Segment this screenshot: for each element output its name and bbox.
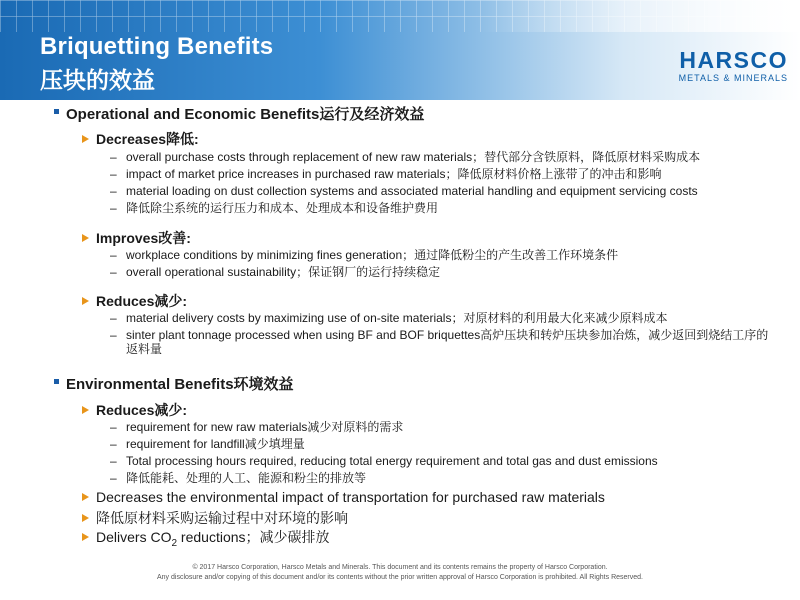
section-heading-operational: Operational and Economic Benefits运行及经济效益 [54,103,424,124]
slide-title-chinese: 压块的效益 [40,67,155,93]
section-heading-environmental: Environmental Benefits环境效益 [54,373,294,394]
arrow-bullet-icon [82,234,89,242]
subheading-improves: Improves改善: [82,228,191,248]
logo-subtitle: METALS & MINERALS [678,73,788,83]
list-item: – 降低能耗、处理的人工、能源和粉尘的排放等 [110,471,367,485]
list-item: – sinter plant tonnage processed when using BF and BOF briquettes高炉压块和转炉压块参加冶炼，减少返回到烧结工序的返料量 [110,328,769,356]
bullet-transport-impact-cn: 降低原材料采购运输过程中对环境的影响 [82,508,348,528]
logo-name: HARSCO [679,47,788,73]
slide-title-english: Briquetting Benefits [40,33,274,60]
square-bullet-icon [54,379,59,384]
list-item: – 降低除尘系统的运行压力和成本、处理成本和设备维护费用 [110,201,439,215]
arrow-bullet-icon [82,297,89,305]
list-item: – material delivery costs by maximizing use of on-site materials；对原材料的利用最大化来减少原料成本 [110,311,668,325]
arrow-bullet-icon [82,533,89,541]
list-item: – overall operational sustainability；保证钢厂的运行持续稳定 [110,265,441,279]
subheading-reduces: Reduces减少: [82,291,187,311]
list-item: – Total processing hours required, reducing total energy requirement and total gas and dust emissions [110,454,658,468]
square-bullet-icon [54,109,59,114]
arrow-bullet-icon [82,135,89,143]
bullet-co2-reduction: Delivers $CO_2$ reductions；减少碳排放 [82,527,330,549]
arrow-bullet-icon [82,493,89,501]
arrow-bullet-icon [82,406,89,414]
list-item: – requirement for new raw materials减少对原料的需求 [110,420,404,434]
bullet-transport-impact: Decreases the environmental impact of transportation for purchased raw materials [82,489,605,505]
list-item: – requirement for landfill减少填埋量 [110,437,305,451]
list-item: – material loading on dust collection systems and associated material handling and equipment servicing costs [110,184,698,198]
list-item: – workplace conditions by minimizing fines generation；通过降低粉尘的产生改善工作环境条件 [110,248,619,262]
arrow-bullet-icon [82,514,89,522]
list-item: – impact of market price increases in purchased raw materials；降低原材料价格上涨带了的冲击和影响 [110,167,662,181]
subheading-reduces-environmental: Reduces减少: [82,400,187,420]
list-item: – overall purchase costs through replacement of new raw materials；替代部分含铁原料，降低原材料采购成本 [110,150,701,164]
copyright-footer: © 2017 Harsco Corporation, Harsco Metals and Minerals. This document and its contents remains the property of Harsco Corporation. Any disclosure and/or copying of this document and/or its contents without the prior written approval of Harsco Corporation is prohibited. All Rights Reserved. [157,564,643,581]
subheading-decreases: Decreases降低: [82,129,199,149]
